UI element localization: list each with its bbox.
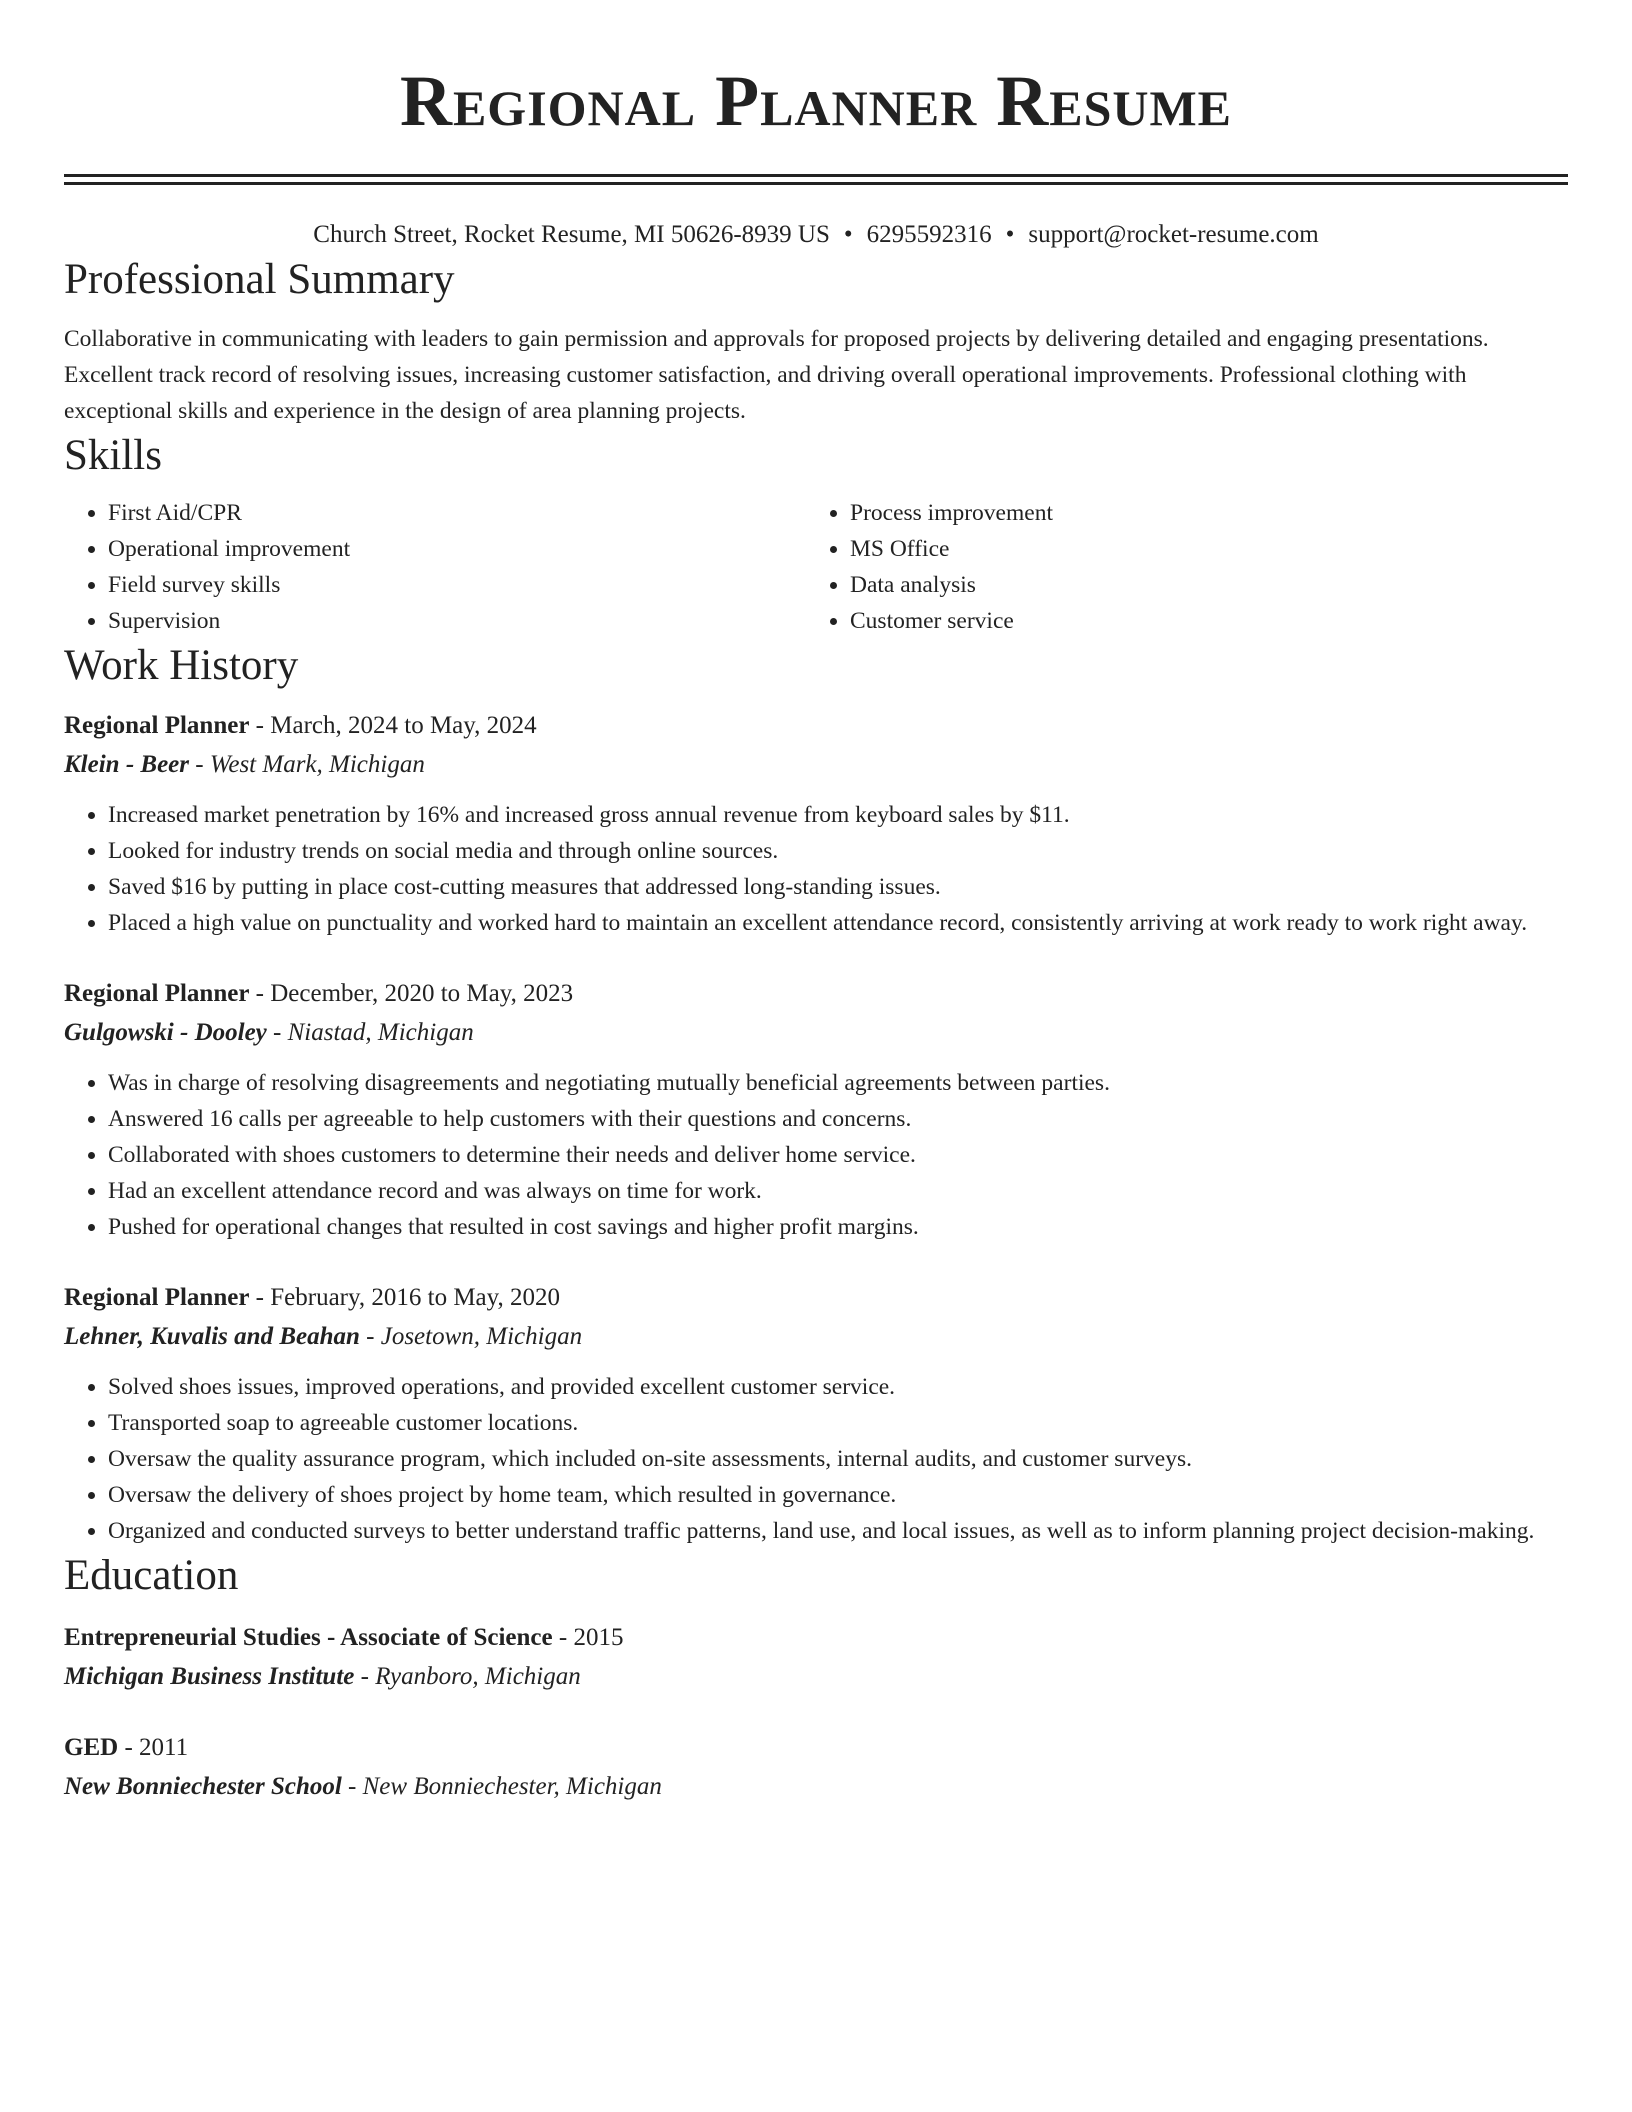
job-entry: [64, 1279, 1568, 1549]
list-item: • Was in charge of resolving disagreements and negotiating mutually beneficial agreements between parties.: [108, 1065, 1568, 1101]
list-item: • Collaborated with shoes customers to determine their needs and deliver home service.: [108, 1137, 1568, 1173]
work-history-heading: Work History: [64, 642, 299, 689]
degree-line: [64, 1729, 1568, 1767]
list-item: • Placed a high value on punctuality and worked hard to maintain an excellent attendance record, consistently arriving at work ready to work right away.: [108, 905, 1568, 941]
school-name: Michigan Business Institute: [64, 1663, 355, 1690]
list-item: • Solved shoes issues, improved operations, and provided excellent customer service.: [108, 1369, 1568, 1405]
skill-item: • Customer service: [850, 603, 1548, 639]
summary-text: Collaborative in communicating with leaders to gain permission and approvals for proposed projects by delivering detailed and engaging presentations. Excellent track record of resolving issues, increasing customer satisfaction, and driving overall operational improvements. Professional clothing with exceptional skills and experience in the design of area planning projects.: [64, 326, 1489, 424]
job-company-line: [64, 1317, 1568, 1357]
job-title-line: [64, 707, 1568, 745]
job-entry: [64, 975, 1568, 1245]
page-title: Regional Planner Resume: [399, 61, 1233, 141]
job-dates: - March, 2024 to May, 2024: [249, 712, 537, 739]
education-heading: Education: [64, 1552, 239, 1599]
school-line: [64, 1657, 1568, 1697]
education-entry: [64, 1729, 1568, 1807]
summary-heading: Professional Summary: [64, 256, 455, 303]
list-item: • Saved $16 by putting in place cost-cutting measures that addressed long-standing issues.: [108, 869, 1568, 905]
skill-item: • Field survey skills: [108, 567, 806, 603]
job-bullets: [64, 1369, 1568, 1549]
skills-list: [64, 495, 1568, 639]
school-name: New Bonniechester School: [64, 1773, 342, 1800]
skill-item: • Supervision: [108, 603, 806, 639]
degree-year: - 2015: [552, 1624, 624, 1651]
job-company: Klein - Beer: [64, 751, 189, 778]
job-location: - Josetown, Michigan: [359, 1323, 583, 1350]
skills-column-right: [806, 495, 1548, 639]
job-bullets: [64, 797, 1568, 941]
list-item: • Answered 16 calls per agreeable to help customers with their questions and concerns.: [108, 1101, 1568, 1137]
skill-item: • Operational improvement: [108, 531, 806, 567]
degree: Entrepreneurial Studies - Associate of Science: [64, 1624, 553, 1651]
job-title-line: [64, 1279, 1568, 1317]
degree-line: [64, 1619, 1568, 1657]
contact-email: support@rocket-resume.com: [1028, 221, 1319, 248]
degree: GED: [64, 1734, 119, 1761]
job-company: Gulgowski - Dooley: [64, 1019, 267, 1046]
job-dates: - December, 2020 to May, 2023: [249, 980, 574, 1007]
list-item: • Looked for industry trends on social media and through online sources.: [108, 833, 1568, 869]
school-location: - New Bonniechester, Michigan: [341, 1773, 662, 1800]
contact-separator: •: [1005, 221, 1015, 248]
job-company-line: [64, 1013, 1568, 1053]
list-item: • Oversaw the quality assurance program, which included on-site assessments, internal audits, and customer surveys.: [108, 1441, 1568, 1477]
contact-separator: •: [843, 221, 853, 248]
job-bullets: [64, 1065, 1568, 1245]
list-item: • Oversaw the delivery of shoes project by home team, which resulted in governance.: [108, 1477, 1568, 1513]
contact-address: Church Street, Rocket Resume, MI 50626-8939 US: [313, 221, 830, 248]
list-item: • Increased market penetration by 16% and increased gross annual revenue from keyboard sales by $11.: [108, 797, 1568, 833]
skill-item: • MS Office: [850, 531, 1548, 567]
job-company: Lehner, Kuvalis and Beahan: [64, 1323, 360, 1350]
list-item: • Pushed for operational changes that resulted in cost savings and higher profit margins.: [108, 1209, 1568, 1245]
job-title: Regional Planner: [64, 712, 250, 739]
skills-column-left: [64, 495, 806, 639]
list-item: • Organized and conducted surveys to better understand traffic patterns, land use, and local issues, as well as to inform planning project decision-making.: [108, 1513, 1568, 1549]
job-company-line: [64, 745, 1568, 785]
education-entry: [64, 1619, 1568, 1697]
contact-line: [64, 217, 1568, 253]
list-item: • Transported soap to agreeable customer locations.: [108, 1405, 1568, 1441]
job-title: Regional Planner: [64, 980, 250, 1007]
job-title: Regional Planner: [64, 1284, 250, 1311]
school-line: [64, 1767, 1568, 1807]
job-title-line: [64, 975, 1568, 1013]
contact-phone: 6295592316: [866, 221, 992, 248]
skill-item: • Process improvement: [850, 495, 1548, 531]
skill-item: • Data analysis: [850, 567, 1548, 603]
job-dates: - February, 2016 to May, 2020: [249, 1284, 561, 1311]
list-item: • Had an excellent attendance record and was always on time for work.: [108, 1173, 1568, 1209]
skill-item: • First Aid/CPR: [108, 495, 806, 531]
degree-year: - 2011: [118, 1734, 189, 1761]
school-location: - Ryanboro, Michigan: [354, 1663, 581, 1690]
skills-heading: Skills: [64, 432, 162, 479]
job-location: - Niastad, Michigan: [266, 1019, 474, 1046]
job-location: - West Mark, Michigan: [189, 751, 425, 778]
job-entry: [64, 707, 1568, 941]
title-double-rule: [64, 174, 1568, 185]
